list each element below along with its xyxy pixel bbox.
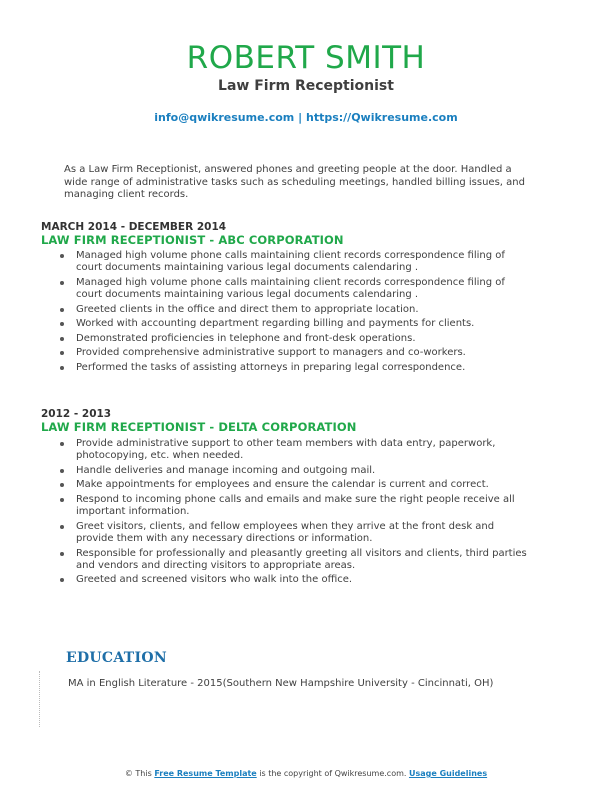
list-item: Greet visitors, clients, and fellow employees when they arrive at the front desk and provide them with any necessary directions or information. [58,521,528,545]
website-link[interactable]: https://Qwikresume.com [305,111,458,124]
education-item: MA in English Literature - 2015(Southern New Hampshire University - Cincinnati, OH) [68,678,494,689]
job-bullets [58,250,528,377]
list-item: Provide administrative support to other team members with data entry, paperwork, photocopying, etc. when needed. [58,438,528,462]
list-item: Worked with accounting department regarding billing and payments for clients. [58,318,528,330]
list-item: Responsible for professionally and pleasantly greeting all visitors and clients, third parties and vendors and directing visitors to appropriate areas. [58,548,528,572]
contact-separator: | [298,111,303,124]
copyright-footer [0,769,612,779]
email-link[interactable]: info@qwikresume.com [154,111,295,124]
list-item: Greeted clients in the office and direct them to appropriate location. [58,304,528,316]
job-role: LAW FIRM RECEPTIONIST - DELTA CORPORATION [41,420,357,434]
list-item: Managed high volume phone calls maintaining client records correspondence filing of court documents maintaining various legal documents calendaring . [58,277,528,301]
education-heading: EDUCATION [66,650,167,666]
job-dates: MARCH 2014 - DECEMBER 2014 [41,221,227,233]
summary-paragraph: As a Law Firm Receptionist, answered phones and greeting people at the door. Handled a wide range of administrative tasks such as scheduling meetings, handled billing issues, and managing client records. [64,164,525,201]
candidate-name: ROBERT SMITH [186,40,426,76]
list-item: Greeted and screened visitors who walk into the office. [58,574,528,586]
candidate-title: Law Firm Receptionist [218,78,394,94]
free-resume-template-link[interactable]: Free Resume Template [154,769,257,778]
list-item: Respond to incoming phone calls and emails and make sure the right people receive all important information. [58,494,528,518]
list-item: Demonstrated proficiencies in telephone and front-desk operations. [58,333,528,345]
list-item: Performed the tasks of assisting attorneys in preparing legal correspondence. [58,362,528,374]
job-dates: 2012 - 2013 [41,408,112,420]
list-item: Handle deliveries and manage incoming and outgoing mail. [58,465,528,477]
list-item: Managed high volume phone calls maintaining client records correspondence filing of court documents maintaining various legal documents calendaring . [58,250,528,274]
list-item: Provided comprehensive administrative support to managers and co-workers. [58,347,528,359]
job-role: LAW FIRM RECEPTIONIST - ABC CORPORATION [41,233,344,247]
list-item: Make appointments for employees and ensure the calendar is current and correct. [58,479,528,491]
job-bullets [58,438,528,589]
footer-middle: is the copyright of Qwikresume.com. [259,769,407,778]
contact-line [0,111,612,125]
footer-prefix: © This [124,769,152,778]
usage-guidelines-link[interactable]: Usage Guidelines [408,769,488,778]
education-divider [39,671,40,727]
